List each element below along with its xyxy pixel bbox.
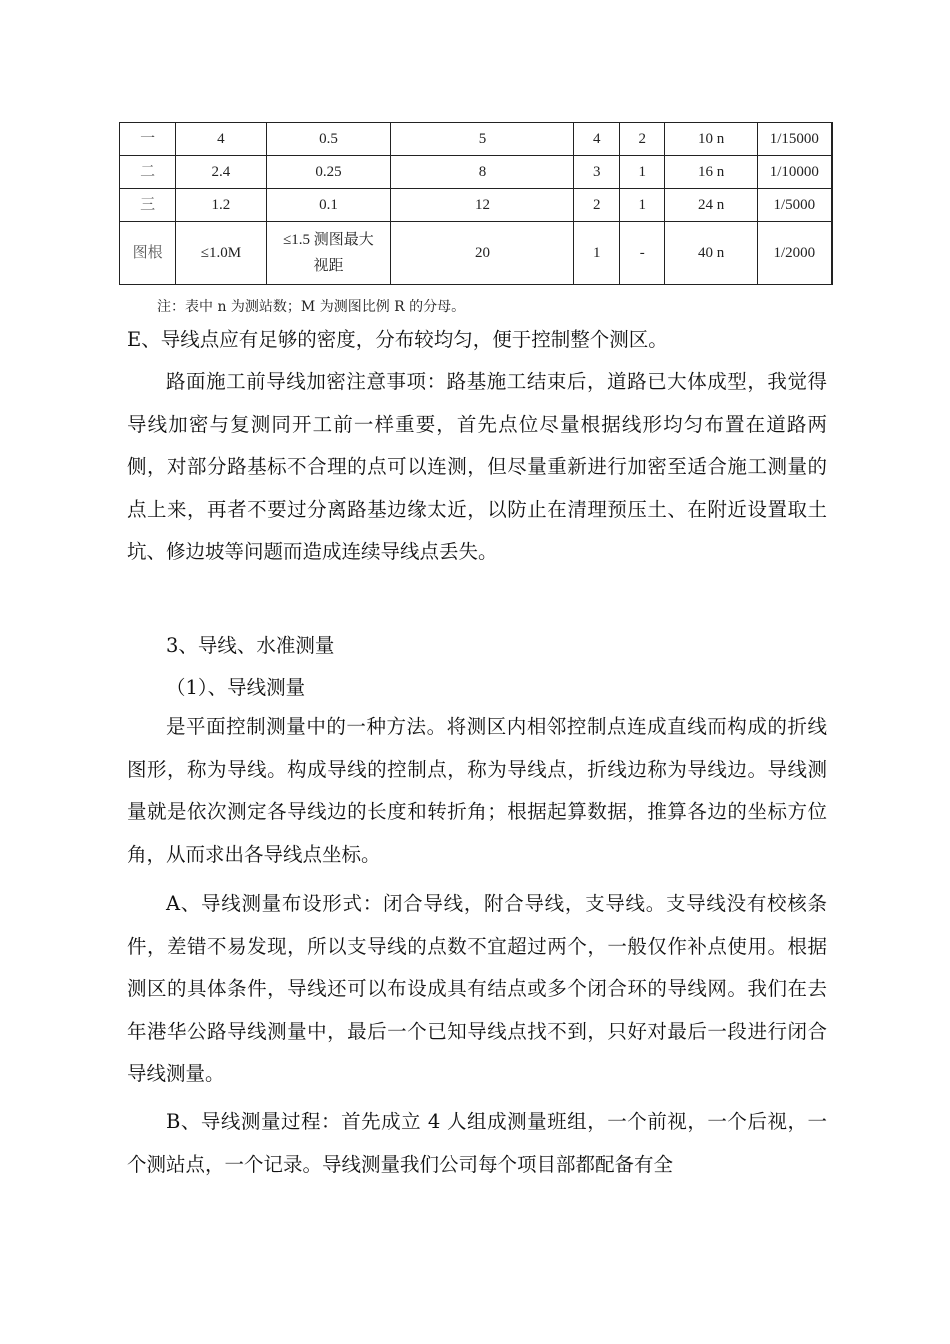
table-row — [120, 156, 833, 189]
paragraph-b: B、导线测量过程：首先成立 4 人组成测量班组，一个前视，一个后视，一个测站点，一个记录。导线测量我们公司每个项目部都配备有全 — [127, 1110, 827, 1176]
table-cell: 1 — [619, 156, 665, 189]
paragraph-e: E、导线点应有足够的密度，分布较均匀，便于控制整个测区。 — [127, 328, 668, 351]
table-cell: 16 n — [665, 156, 757, 189]
table-cell: 10 n — [665, 123, 757, 156]
table-cell: 4 — [574, 123, 620, 156]
section-heading: 3、导线、水准测量 — [166, 634, 335, 657]
paragraph-road-notes: 路面施工前导线加密注意事项：路基施工结束后，道路已大体成型，我觉得导线加密与复测同开工前一样重要，首先点位尽量根据线形均匀布置在道路两侧，对部分路基标不合理的点可以连测，但尽量重新进行加密至适合施工测量的点上来，再者不要过分离路基边缘太近，以防止在清理预压土、在附近设置取土坑、修边坡等问题而造成连续导线点丢失。 — [127, 370, 827, 563]
table-cell: 5 — [391, 123, 574, 156]
table-cell: 一 — [120, 123, 176, 156]
table-cell: 3 — [574, 156, 620, 189]
table-cell: ≤1.0M — [176, 222, 266, 285]
table-cell: 2 — [574, 189, 620, 222]
table-cell: 1/2000 — [757, 222, 832, 285]
table-cell: 8 — [391, 156, 574, 189]
table-cell: 1.2 — [176, 189, 266, 222]
table-row — [120, 123, 833, 156]
table-cell: 0.1 — [266, 189, 391, 222]
subsection-heading: （1）、导线测量 — [166, 676, 306, 699]
table-cell: 2 — [619, 123, 665, 156]
table-cell: 0.5 — [266, 123, 391, 156]
table-cell: 图根 — [120, 222, 176, 285]
table-row — [120, 222, 833, 285]
table-cell: 24 n — [665, 189, 757, 222]
table-cell: 三 — [120, 189, 176, 222]
table-cell: 1 — [619, 189, 665, 222]
table-row — [120, 189, 833, 222]
table-cell: - — [619, 222, 665, 285]
table-cell: 1/10000 — [757, 156, 832, 189]
table-cell: 40 n — [665, 222, 757, 285]
table-cell: 0.25 — [266, 156, 391, 189]
table-cell: ≤1.5 测图最大视距 — [266, 222, 391, 285]
table-cell: 12 — [391, 189, 574, 222]
table-cell: 4 — [176, 123, 266, 156]
table-cell: 1/15000 — [757, 123, 832, 156]
table-cell: 2.4 — [176, 156, 266, 189]
table-cell: 20 — [391, 222, 574, 285]
table-cell: 1 — [574, 222, 620, 285]
table-note: 注：表中 n 为测站数；M 为测图比例 R 的分母。 — [157, 299, 466, 315]
paragraph-definition: 是平面控制测量中的一种方法。将测区内相邻控制点连成直线而构成的折线图形，称为导线。构成导线的控制点，称为导线点，折线边称为导线边。导线测量就是依次测定各导线边的长度和转折角；根据起算数据，推算各边的坐标方位角，从而求出各导线点坐标。 — [127, 715, 827, 866]
table-cell: 1/5000 — [757, 189, 832, 222]
paragraph-a: A、导线测量布设形式：闭合导线，附合导线，支导线。支导线没有校核条件，差错不易发现，所以支导线的点数不宜超过两个，一般仅作补点使用。根据测区的具体条件，导线还可以布设成具有结点或多个闭合环的导线网。我们在去年港华公路导线测量中，最后一个已知导线点找不到，只好对最后一段进行闭合导线测量。 — [127, 892, 827, 1085]
survey-accuracy-table — [119, 122, 833, 285]
table-cell: 二 — [120, 156, 176, 189]
